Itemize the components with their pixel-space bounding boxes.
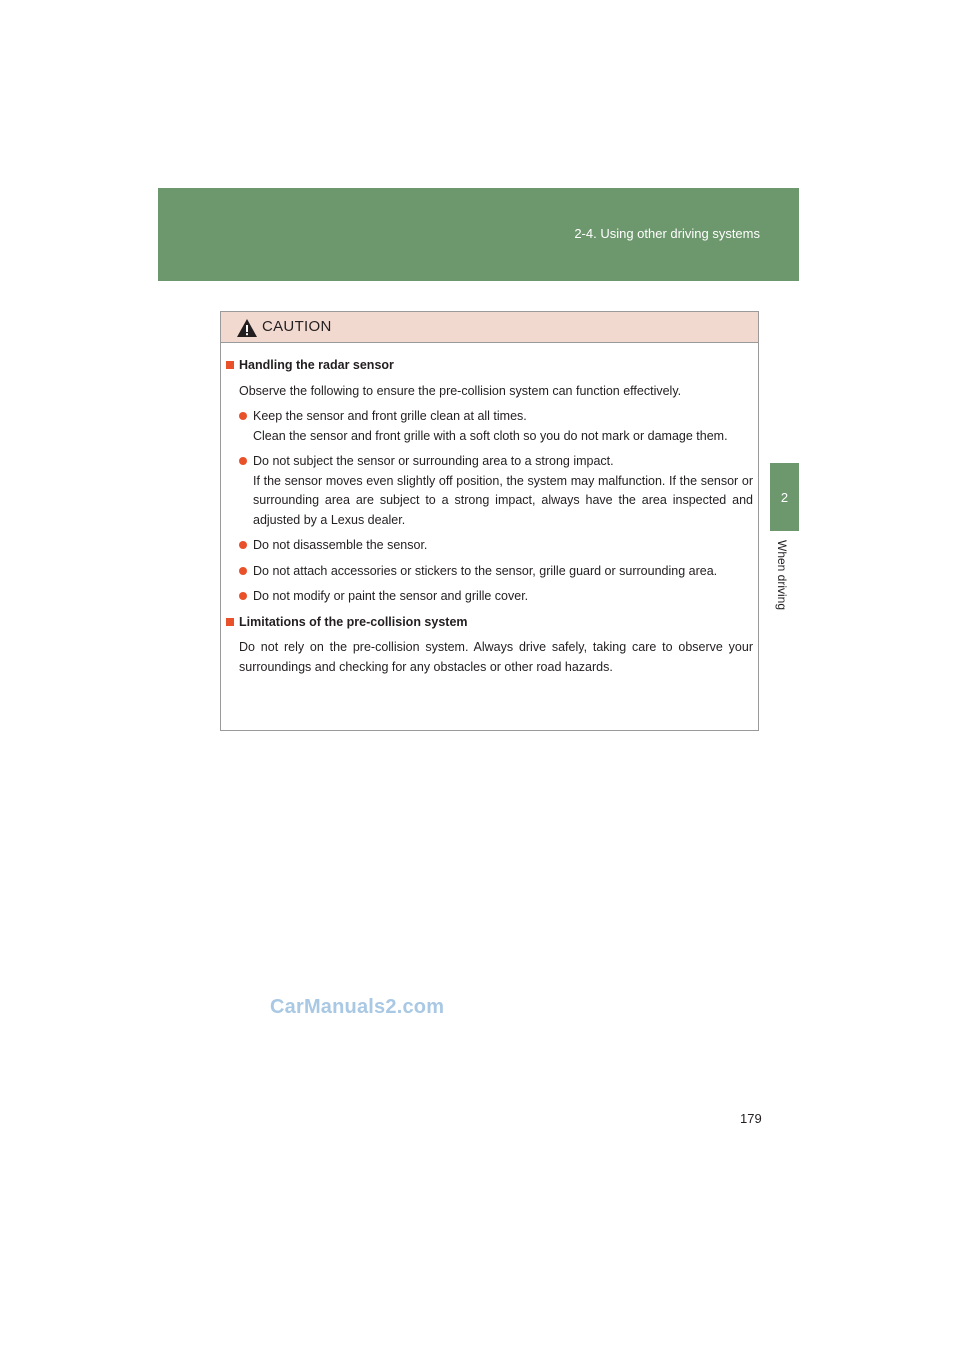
circle-bullet-icon	[239, 457, 247, 465]
section-heading-limitations	[226, 613, 753, 633]
caution-header	[221, 312, 758, 343]
circle-bullet-icon	[239, 567, 247, 575]
section-body: Do not rely on the pre-collision system. Always drive safely, taking care to observe your surroundings and checking for any obstacles or other road hazards.	[239, 640, 753, 674]
bullet-detail: If the sensor moves even slightly off position, the system may malfunction. If the sensor or surrounding area are subject to a strong impact, always have the area inspected and adjusted by a Lexus dealer.	[253, 473, 753, 527]
caution-title: CAUTION	[262, 318, 332, 335]
caution-box	[220, 311, 759, 731]
warning-triangle-icon	[236, 318, 258, 338]
circle-bullet-icon	[239, 541, 247, 549]
bullet-lead: Do not modify or paint the sensor and grille cover.	[253, 589, 529, 603]
chapter-label: When driving	[775, 540, 789, 611]
page-number: 179	[740, 1111, 762, 1126]
bullet-detail: Clean the sensor and front grille with a soft cloth so you do not mark or damage them.	[253, 428, 728, 443]
section-heading-radar-sensor	[226, 356, 753, 376]
bullet-lead: Keep the sensor and front grille clean at all times.	[253, 409, 527, 423]
circle-bullet-icon	[239, 412, 247, 420]
section-heading-text: Limitations of the pre-collision system	[239, 614, 468, 629]
list-item	[226, 587, 753, 607]
section-heading-text: Handling the radar sensor	[239, 358, 394, 372]
list-item	[226, 536, 753, 556]
chapter-number: 2	[780, 489, 789, 505]
bullet-lead: Do not subject the sensor or surrounding area to a strong impact.	[253, 454, 614, 468]
section-title: 2-4. Using other driving systems	[574, 226, 760, 241]
section-intro: Observe the following to ensure the pre-collision system can function effectively.	[239, 383, 682, 398]
list-item	[226, 452, 753, 530]
circle-bullet-icon	[239, 592, 247, 600]
chapter-tab	[770, 463, 799, 531]
list-item	[226, 407, 753, 446]
square-bullet-icon	[226, 618, 234, 626]
square-bullet-icon	[226, 361, 234, 369]
watermark-link[interactable]: CarManuals2.com	[270, 996, 445, 1018]
list-item	[226, 562, 753, 582]
bullet-lead: Do not attach accessories or stickers to the sensor, grille guard or surrounding area.	[253, 563, 718, 578]
header-band	[158, 188, 799, 281]
bullet-lead: Do not disassemble the sensor.	[253, 538, 428, 552]
caution-body	[221, 343, 758, 677]
